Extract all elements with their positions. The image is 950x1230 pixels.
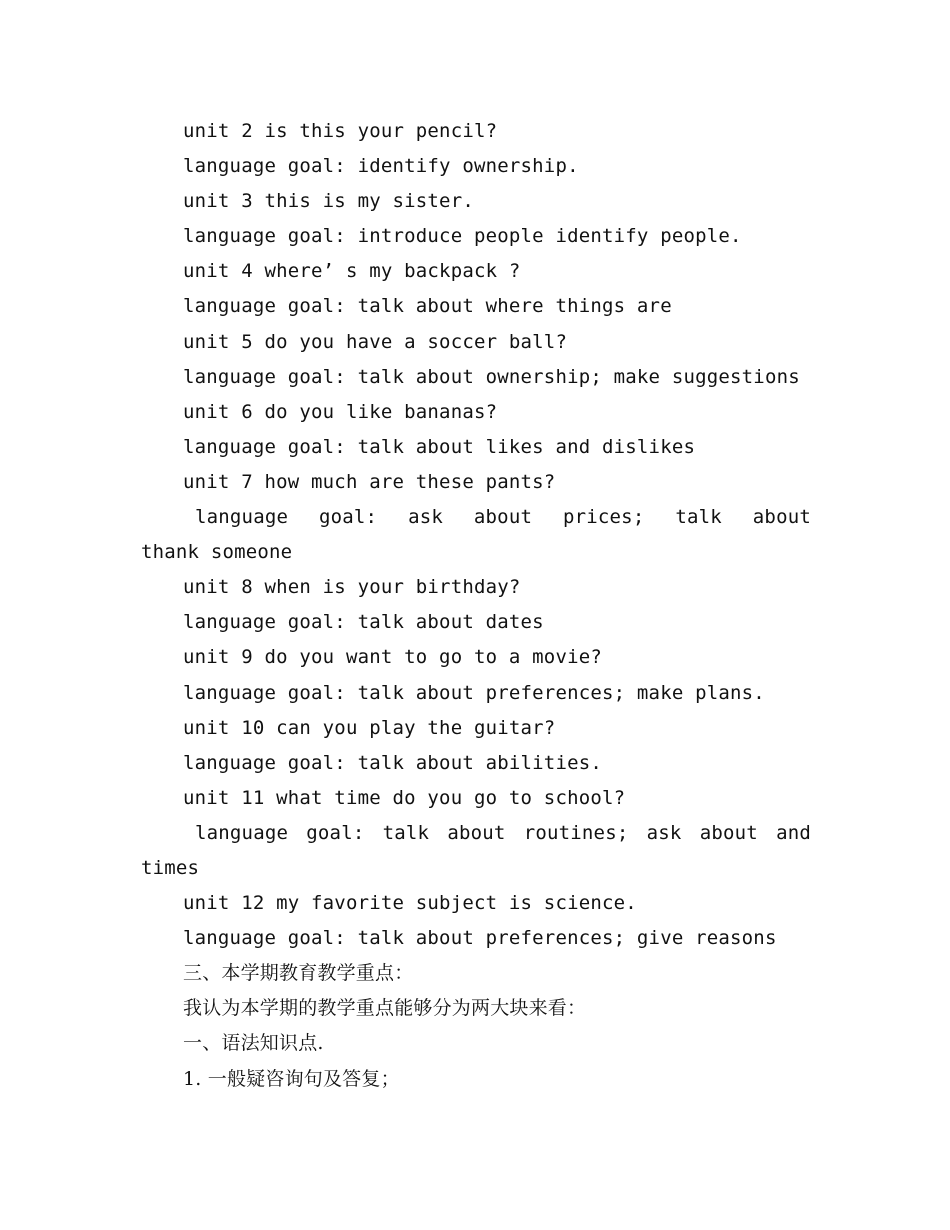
unit-4-title: unit 4 where’ s my backpack ? (183, 260, 521, 283)
unit-3-title: unit 3 this is my sister. (183, 190, 474, 213)
unit-7-goal-continued: thank someone (141, 541, 293, 564)
unit-2-goal: language goal: identify ownership. (183, 155, 579, 178)
unit-7-title: unit 7 how much are these pants? (183, 470, 556, 493)
grammar-item-1: 1. 一般疑咨询句及答复； (183, 1067, 400, 1090)
unit-9-title: unit 9 do you want to go to a movie? (183, 646, 603, 669)
unit-11-title: unit 11 what time do you go to school? (183, 786, 626, 809)
unit-7-goal: language goal: ask about prices; talk about (195, 506, 811, 529)
unit-3-goal: language goal: introduce people identify people. (183, 225, 742, 248)
unit-12-title: unit 12 my favorite subject is science. (183, 892, 637, 915)
unit-11-goal-continued: times (141, 856, 200, 879)
unit-6-goal: language goal: talk about likes and dislikes (183, 435, 696, 458)
unit-2-title: unit 2 is this your pencil? (183, 120, 498, 142)
grammar-heading: 一、语法知识点. (183, 1032, 324, 1055)
unit-5-goal: language goal: talk about ownership; make suggestions (183, 365, 800, 388)
unit-4-goal: language goal: talk about where things are (183, 295, 672, 318)
unit-6-title: unit 6 do you like bananas? (183, 400, 498, 423)
unit-8-title: unit 8 when is your birthday? (183, 576, 521, 599)
document-page (141, 114, 811, 1097)
unit-10-goal: language goal: talk about abilities. (183, 751, 603, 774)
unit-10-title: unit 10 can you play the guitar? (183, 716, 556, 739)
unit-9-goal: language goal: talk about preferences; make plans. (183, 681, 765, 704)
section-3-heading: 三、本学期教育教学重点： (183, 962, 414, 985)
unit-11-goal: language goal: talk about routines; ask about and (195, 821, 811, 844)
section-3-intro: 我认为本学期的教学重点能够分为两大块来看： (183, 997, 587, 1020)
unit-12-goal: language goal: talk about preferences; give reasons (183, 927, 777, 950)
unit-5-title: unit 5 do you have a soccer ball? (183, 330, 568, 353)
unit-8-goal: language goal: talk about dates (183, 611, 544, 634)
